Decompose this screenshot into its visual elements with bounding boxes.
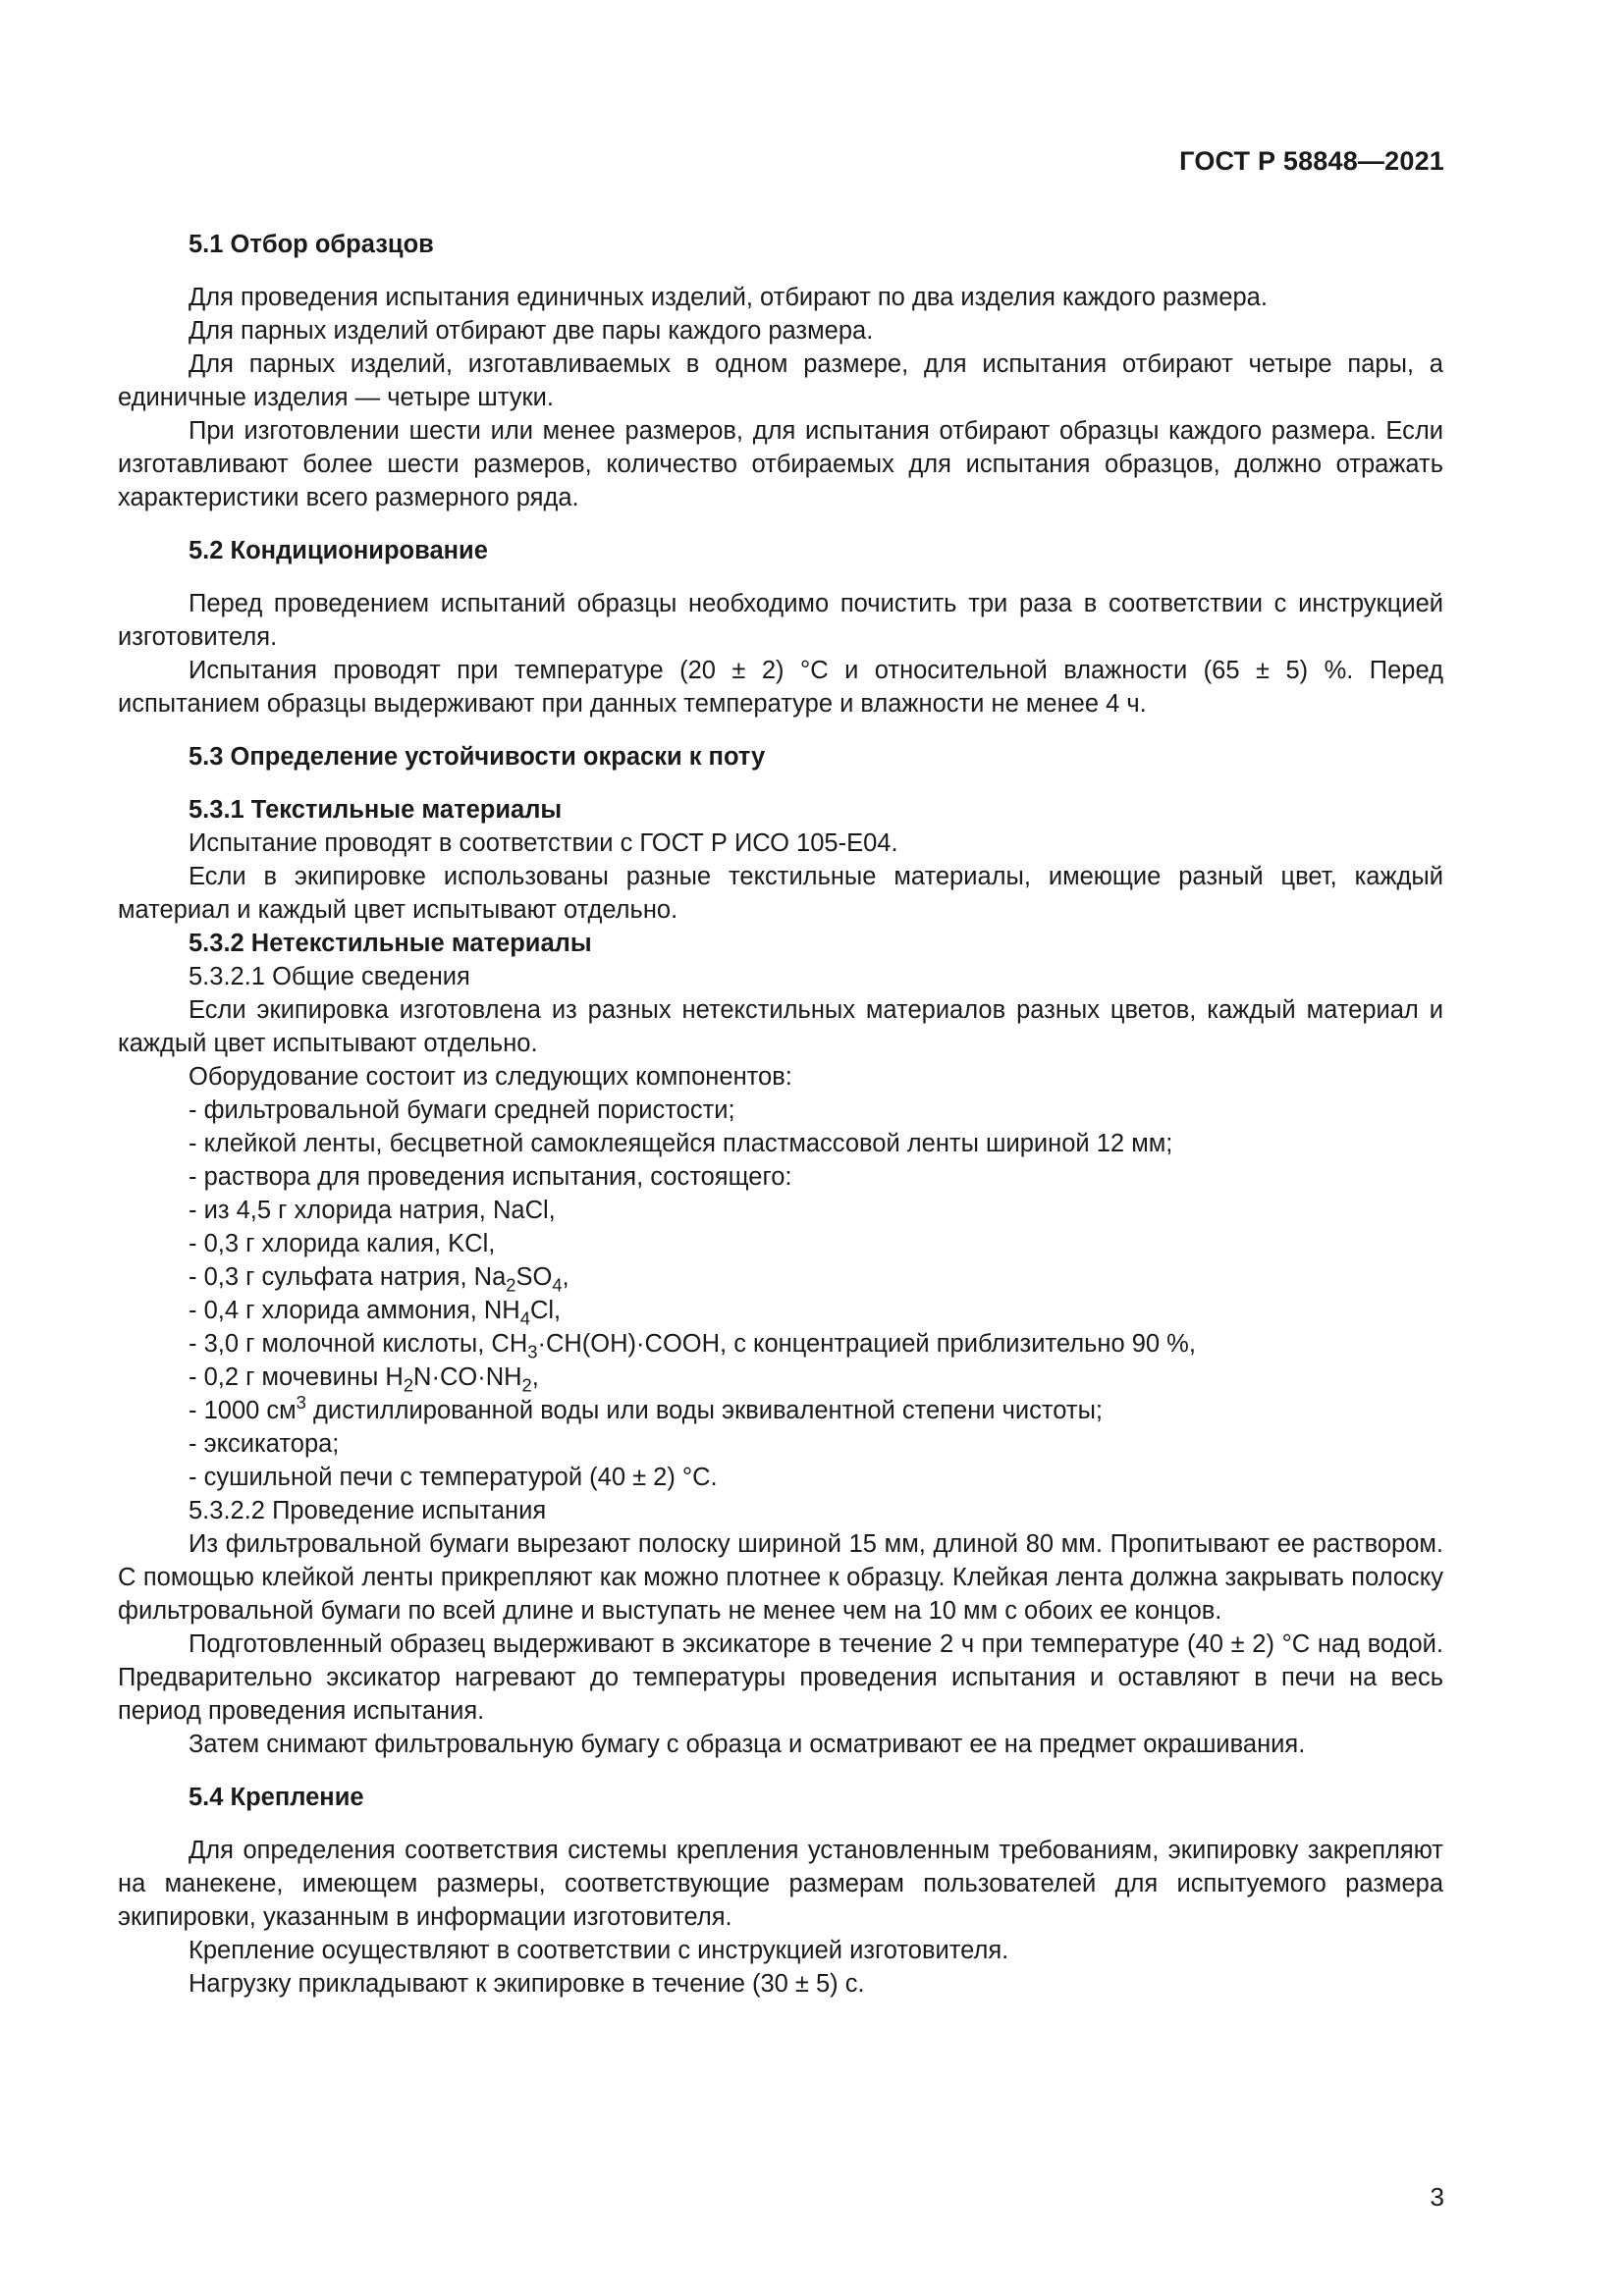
paragraph: Затем снимают фильтровальную бумагу с образца и осматривают ее на предмет окрашивания. <box>189 1731 1306 1758</box>
subscript: 4 <box>519 1308 530 1329</box>
list-item-text: - 0,3 г сульфата натрия, Na <box>189 1263 507 1291</box>
superscript: 3 <box>296 1391 306 1413</box>
subsection-heading-5-3-1: 5.3.1 Текстильные материалы <box>189 796 563 824</box>
paragraph: Перед проведением испытаний образцы необходимо почистить три раза в соответствии с инструкцией изготовителя. <box>118 590 1443 651</box>
paragraph: Испытания проводят при температуре (20 ± 2) °С и относительной влажности (65 ± 5) %. Перед испытанием образцы выдерживают при данных температуре и влажности не менее 4 ч. <box>118 657 1443 718</box>
list-item-text: ·CH(OH)·COOH, с концентрацией приблизительно 90 %, <box>537 1330 1196 1358</box>
paragraph: Для парных изделий, изготавливаемых в одном размере, для испытания отбирают четыре пары, а единичные изделия — четыре штуки. <box>118 350 1443 411</box>
list-item-text: - 0,4 г хлорида аммония, NH <box>189 1297 520 1324</box>
subscript: 2 <box>506 1274 516 1296</box>
paragraph: Для парных изделий отбирают две пары каждого размера. <box>189 317 874 345</box>
section-heading-5-2: 5.2 Кондиционирование <box>189 537 488 564</box>
list-item: - фильтровальной бумаги средней пористости; <box>189 1096 735 1124</box>
list-item: - клейкой ленты, бесцветной самоклеящейся пластмассовой ленты шириной 12 мм; <box>189 1130 1173 1157</box>
list-item-text: , <box>531 1363 539 1391</box>
document-code: ГОСТ Р 58848—2021 <box>1179 146 1444 176</box>
list-item-text: N·CO·NH <box>413 1363 522 1391</box>
subscript: 4 <box>552 1274 563 1296</box>
section-heading-5-1: 5.1 Отбор образцов <box>189 231 434 258</box>
page-number: 3 <box>1430 2182 1444 2212</box>
paragraph: Для проведения испытания единичных изделий, отбирают по два изделия каждого размера. <box>189 284 1268 311</box>
subscript: 2 <box>521 1374 532 1396</box>
subscript: 3 <box>527 1341 538 1362</box>
paragraph: Если экипировка изготовлена из разных нетекстильных материалов разных цветов, каждый материал и каждый цвет испытывают отдельно. <box>118 996 1443 1057</box>
list-item <box>118 1391 1443 1427</box>
subscript: 2 <box>403 1374 414 1396</box>
paragraph: Крепление осуществляют в соответствии с инструкцией изготовителя. <box>189 1937 1009 1964</box>
paragraph: Из фильтровальной бумаги вырезают полоску шириной 15 мм, длиной 80 мм. Пропитывают ее раствором. С помощью клейкой ленты прикрепляют как можно плотнее к образцу. Клейкая лента должна закрывать полоску фильтровальной бумаги по всей длине и выступать не менее чем на 10 мм с обоих ее концов. <box>118 1530 1443 1625</box>
section-heading-5-4: 5.4 Крепление <box>189 1784 364 1811</box>
list-item <box>118 1294 1443 1327</box>
list-item-text: дистиллированной воды или воды эквивалентной степени чистоты; <box>305 1397 1103 1424</box>
list-item <box>118 1361 1443 1394</box>
document-body <box>118 228 1443 2001</box>
section-heading-5-3: 5.3 Определение устойчивости окраски к поту <box>189 743 766 771</box>
list-item <box>118 1327 1443 1361</box>
paragraph: Оборудование состоит из следующих компонентов: <box>189 1063 792 1091</box>
paragraph: Подготовленный образец выдерживают в эксикаторе в течение 2 ч при температуре (40 ± 2) °С над водой. Предварительно эксикатор нагревают до температуры проведения испытания и оставляют в печи на весь период проведения испытания. <box>118 1630 1443 1725</box>
list-item: - эксикатора; <box>189 1430 340 1458</box>
list-item-text: - 1000 см <box>189 1397 297 1424</box>
subsection-heading-5-3-2-1: 5.3.2.1 Общие сведения <box>189 963 470 990</box>
list-item: - раствора для проведения испытания, состоящего: <box>189 1163 792 1191</box>
list-item <box>118 1260 1443 1294</box>
subsection-heading-5-3-2: 5.3.2 Нетекстильные материалы <box>189 930 592 957</box>
list-item-text: SO <box>515 1263 553 1291</box>
list-item: - сушильной печи с температурой (40 ± 2) °С. <box>189 1464 718 1491</box>
list-item-text: , <box>562 1263 569 1291</box>
list-item-text: Cl, <box>529 1297 562 1324</box>
paragraph: Для определения соответствия системы крепления установленным требованиям, экипировку закрепляют на манекене, имеющем размеры, соответствующие размерам пользователей для испытуемого размера экипировки, указанным в информации изготовителя. <box>118 1837 1443 1931</box>
list-item: - из 4,5 г хлорида натрия, NaCl, <box>189 1197 556 1224</box>
list-item-text: - 3,0 г молочной кислоты, CH <box>189 1330 528 1358</box>
paragraph: Испытание проводят в соответствии с ГОСТ Р ИСО 105-Е04. <box>189 829 898 857</box>
list-item-text: - 0,2 г мочевины H <box>189 1363 404 1391</box>
subsection-heading-5-3-2-2: 5.3.2.2 Проведение испытания <box>189 1497 547 1524</box>
paragraph: Если в экипировке использованы разные текстильные материалы, имеющие разный цвет, каждый материал и каждый цвет испытывают отдельно. <box>118 863 1443 924</box>
paragraph: При изготовлении шести или менее размеров, для испытания отбирают образцы каждого размера. Если изготавливают более шести размеров, количество отбираемых для испытания образцов, должно отражать характеристики всего размерного ряда. <box>118 417 1443 511</box>
list-item: - 0,3 г хлорида калия, KCl, <box>189 1230 496 1257</box>
paragraph: Нагрузку прикладывают к экипировке в течение (30 ± 5) с. <box>189 1970 865 1998</box>
